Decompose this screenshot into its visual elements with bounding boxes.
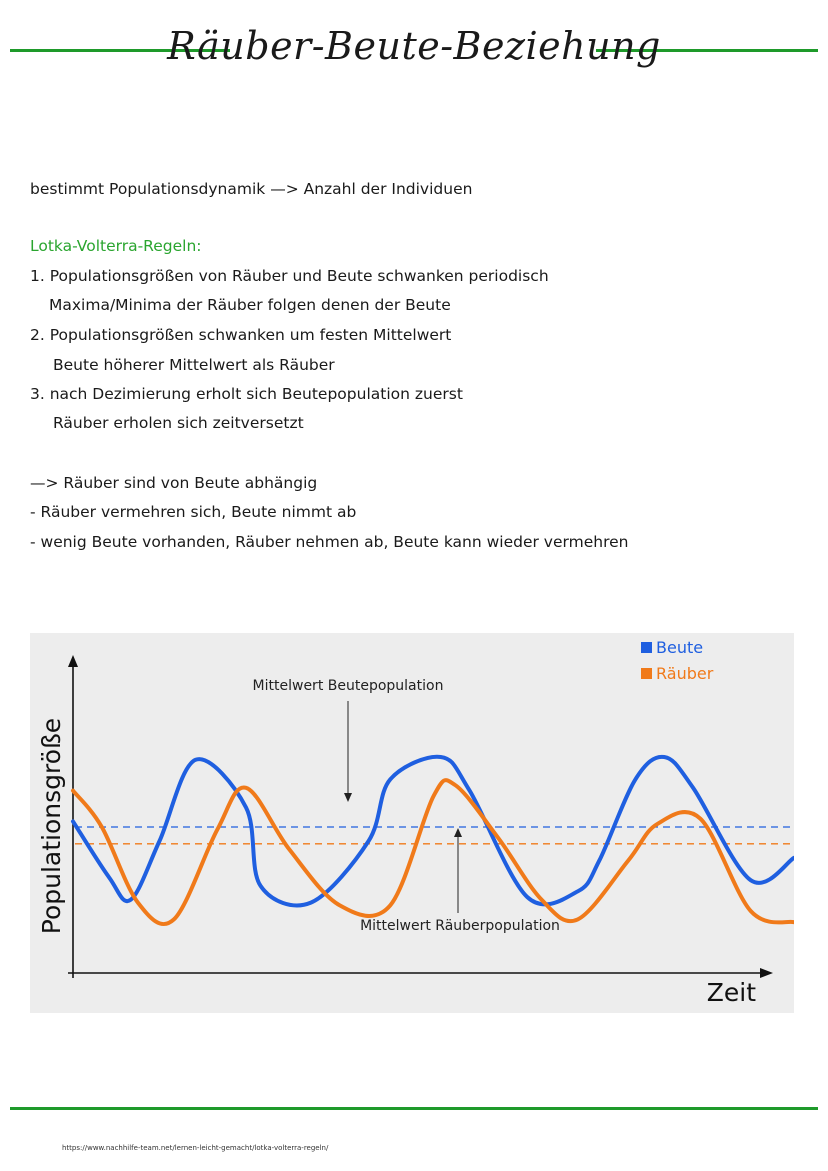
page-title: Räuber-Beute-Beziehung	[167, 24, 661, 68]
predator-series-line	[73, 780, 794, 924]
population-chart	[30, 633, 794, 1013]
conclusion-2: - Räuber vermehren sich, Beute nimmt ab	[30, 503, 357, 521]
rule-3: 3. nach Dezimierung erholt sich Beutepopulation zuerst	[30, 385, 463, 403]
rule-3-detail: Räuber erholen sich zeitversetzt	[53, 414, 304, 432]
x-axis-label: Zeit	[706, 978, 756, 1007]
legend-swatch-prey	[641, 642, 652, 653]
conclusion-1: —> Räuber sind von Beute abhängig	[30, 474, 318, 492]
predator-mean-label: Mittelwert Räuberpopulation	[360, 918, 560, 934]
conclusion-3: - wenig Beute vorhanden, Räuber nehmen ab, Beute kann wieder vermehren	[30, 533, 629, 551]
rule-2-detail: Beute höherer Mittelwert als Räuber	[53, 356, 335, 374]
rule-1: 1. Populationsgrößen von Räuber und Beute schwanken periodisch	[30, 267, 549, 285]
y-axis-arrow	[68, 655, 78, 667]
legend-label-prey: Beute	[656, 638, 704, 657]
rule-2: 2. Populationsgrößen schwanken um festen Mittelwert	[30, 326, 452, 344]
population-chart-svg	[30, 633, 794, 1013]
prey-series-line	[73, 757, 794, 906]
prey-mean-label: Mittelwert Beutepopulation	[252, 678, 444, 694]
rules-heading: Lotka-Volterra-Regeln:	[30, 237, 202, 255]
x-axis-arrow	[760, 968, 773, 978]
source-link[interactable]: https://www.nachhilfe-team.net/lernen-leicht-gemacht/lotka-volterra-regeln/	[62, 1144, 329, 1152]
y-axis-label: Populationsgröße	[37, 717, 66, 935]
rule-1-detail: Maxima/Minima der Räuber folgen denen der Beute	[49, 296, 451, 314]
prey-mean-pointer-head	[344, 793, 352, 802]
legend-swatch-predator	[641, 668, 652, 679]
legend-label-predator: Räuber	[656, 664, 714, 683]
intro-text: bestimmt Populationsdynamik —> Anzahl der Individuen	[30, 180, 473, 198]
predator-mean-pointer-head	[454, 828, 462, 837]
footer-rule	[10, 1107, 818, 1110]
